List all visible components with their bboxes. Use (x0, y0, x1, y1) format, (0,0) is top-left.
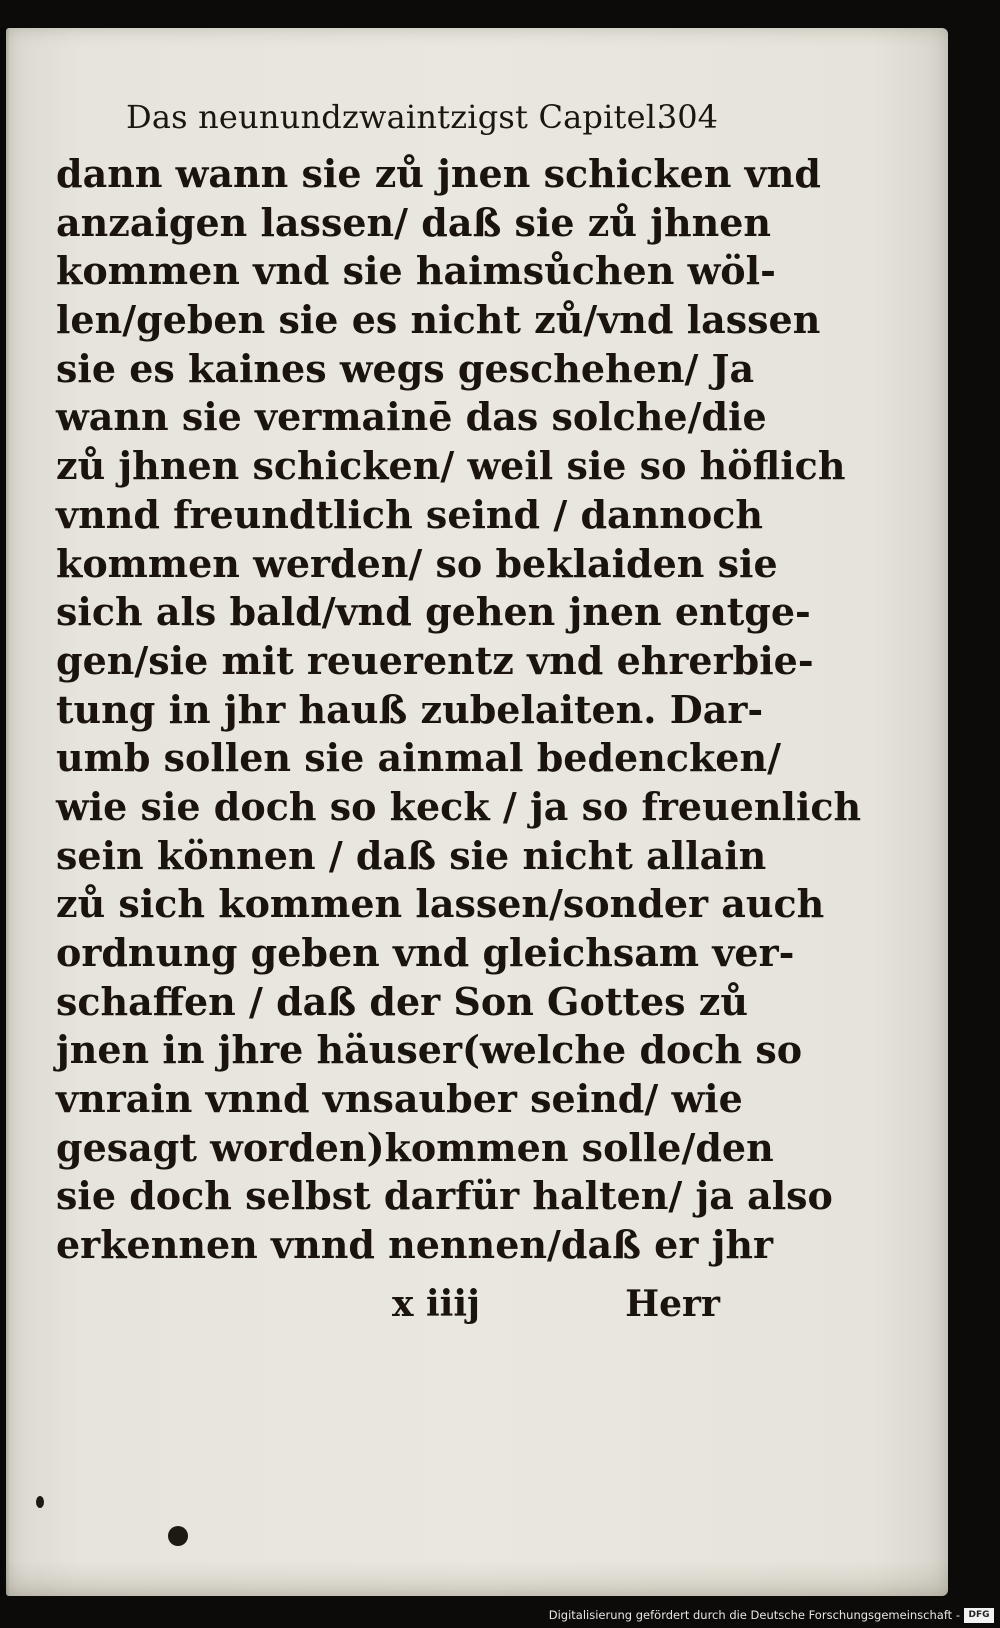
text-line: zů jhnen schicken/ weil sie so höflich (56, 443, 846, 489)
text-line: kommen vnd sie haimsůchen wöl- (56, 248, 776, 294)
binding-shadow (0, 28, 10, 1596)
body-text (56, 150, 862, 1270)
footer-bar (0, 1600, 1000, 1628)
text-line: dann wann sie zů jnen schicken vnd (56, 151, 821, 196)
page-number: 304 (656, 98, 718, 136)
text-line: wann sie vermainē das solche/die (56, 394, 767, 440)
text-line: len/geben sie es nicht zů/vnd lassen (56, 297, 821, 343)
text-line: tung in jhr hauß zubelaiten. Dar- (56, 686, 764, 732)
digitization-credit: Digitalisierung gefördert durch die Deutsche Forschungsgemeinschaft - (548, 1608, 960, 1622)
text-line: erkennen vnnd nennen/daß er jhr (56, 1222, 773, 1268)
text-line: schaffen / daß der Son Gottes zů (56, 978, 748, 1024)
text-line: sie es kaines wegs geschehen/ Ja (56, 345, 755, 391)
dfg-logo: DFG (964, 1608, 994, 1623)
text-line: zů sich kommen lassen/sonder auch (56, 881, 825, 927)
text-line: kommen werden/ so beklaiden sie (56, 540, 778, 586)
ink-spot (36, 1496, 44, 1508)
ink-spot (168, 1526, 188, 1546)
text-line: vnnd freundtlich seind / dannoch (56, 491, 764, 537)
text-line: anzaigen lassen/ daß sie zů jhnen (56, 199, 772, 245)
running-header (126, 98, 726, 142)
signature-mark: x iiij (392, 1283, 481, 1325)
text-line: wie sie doch so keck / ja so freuenlich (56, 783, 862, 829)
signature-line (56, 1283, 720, 1329)
running-title: Das neunundzwaintzigst Capitel. (126, 98, 667, 136)
text-line: sie doch selbst darfür halten/ ja also (56, 1173, 833, 1219)
text-line: jnen in jhre häuser(welche doch so (56, 1027, 803, 1073)
text-line: gesagt worden)kommen solle/den (56, 1124, 774, 1170)
text-line: sich als bald/vnd gehen jnen entge- (56, 589, 811, 635)
text-line: vnrain vnnd vnsauber seind/ wie (56, 1076, 743, 1122)
text-line: ordnung geben vnd gleichsam ver- (56, 930, 795, 975)
catchword: Herr (625, 1283, 720, 1325)
page-bottom-edge (6, 1560, 948, 1596)
text-line: sein können / daß sie nicht allain (56, 832, 767, 878)
text-line: gen/sie mit reuerentz vnd ehrerbie- (56, 637, 814, 683)
text-line: umb sollen sie ainmal bedencken/ (56, 735, 781, 781)
